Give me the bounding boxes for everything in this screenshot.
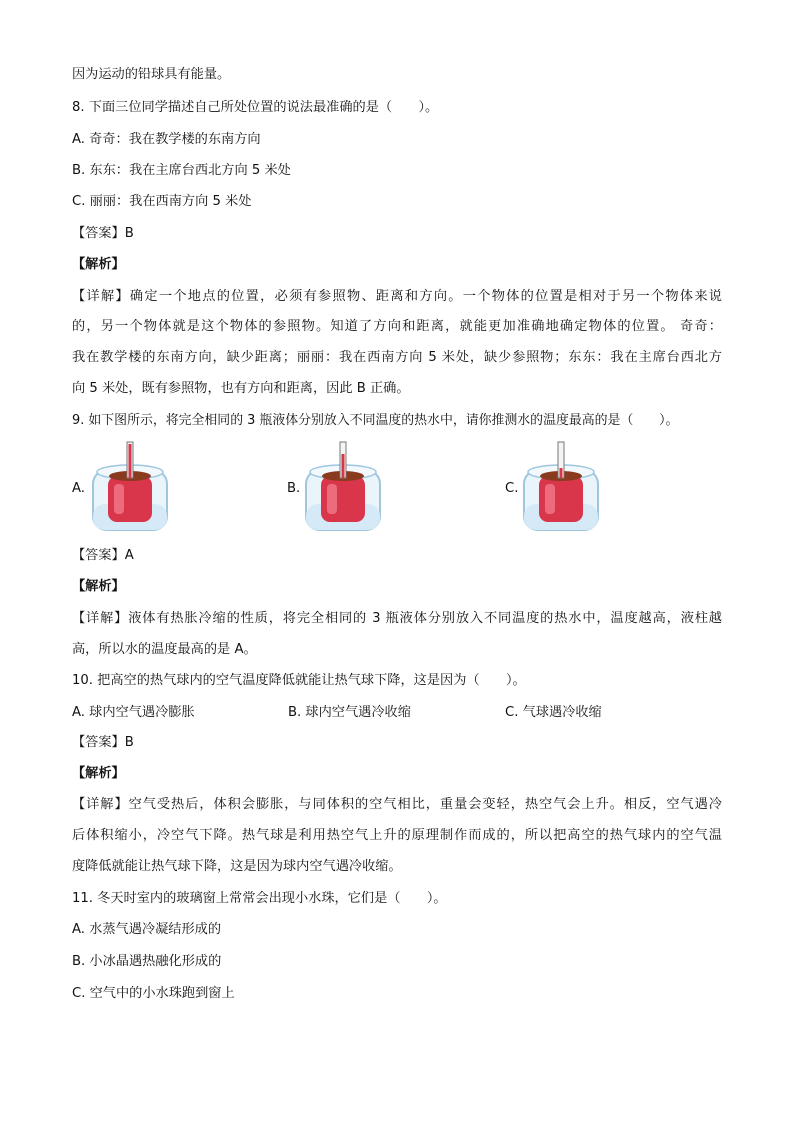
q9-option-b-label: B.: [287, 481, 301, 496]
q11-option-a: A. 水蒸气遇冷凝结形成的: [72, 922, 222, 937]
q9-option-a-label: A.: [72, 481, 85, 496]
q11-option-c: C. 空气中的小水珠跑到窗上: [72, 986, 235, 1001]
q8-analysis-tag: 【解析】: [72, 257, 125, 272]
q9-figure-a: [90, 440, 170, 532]
q8-detail-line-1: 【详解】确定一个地点的位置，必须有参照物、距离和方向。一个物体的位置是相对于另一个物体来说: [72, 289, 722, 304]
q8-detail-line-4: 向 5 米处，既有参照物，也有方向和距离，因此 B 正确。: [72, 381, 410, 396]
q9-figure-b: [303, 440, 383, 532]
q8-answer: 【答案】B: [72, 226, 134, 241]
q9-analysis-tag: 【解析】: [72, 579, 125, 594]
q10-option-b: B. 球内空气遇冷收缩: [288, 705, 411, 720]
continued-line: 因为运动的铅球具有能量。: [72, 67, 231, 82]
q8-stem: 8. 下面三位同学描述自己所处位置的说法最准确的是（ ）。: [72, 100, 439, 115]
q11-option-b: B. 小冰晶遇热融化形成的: [72, 954, 222, 969]
q8-detail-line-2: 的，另一个物体就是这个物体的参照物。知道了方向和距离，就能更加准确地确定物体的位置。 奇奇：: [72, 319, 722, 334]
q9-detail-line-1: 【详解】液体有热胀冷缩的性质，将完全相同的 3 瓶液体分别放入不同温度的热水中，温度越高，液柱越: [72, 611, 722, 626]
q10-analysis-tag: 【解析】: [72, 766, 125, 781]
q10-option-c: C. 气球遇冷收缩: [505, 705, 602, 720]
q10-detail-line-1: 【详解】空气受热后，体积会膨胀，与同体积的空气相比，重量会变轻，热空气会上升。相反，空气遇冷: [72, 797, 722, 812]
q9-stem: 9. 如下图所示，将完全相同的 3 瓶液体分别放入不同温度的热水中，请你推测水的温度最高的是（ ）。: [72, 413, 679, 428]
q9-detail-line-2: 高，所以水的温度最高的是 A。: [72, 642, 257, 657]
q8-detail-line-3: 我在教学楼的东南方向，缺少距离；丽丽：我在西南方向 5 米处，缺少参照物；东东：我在主席台西北方: [72, 350, 722, 365]
q10-stem: 10. 把高空的热气球内的空气温度降低就能让热气球下降，这是因为（ ）。: [72, 673, 526, 688]
q9-option-c-label: C.: [505, 481, 519, 496]
q10-detail-line-3: 度降低就能让热气球下降，这是因为球内空气遇冷收缩。: [72, 859, 402, 874]
q11-stem: 11. 冬天时室内的玻璃窗上常常会出现小水珠，它们是（ ）。: [72, 891, 447, 906]
q8-option-c: C. 丽丽：我在西南方向 5 米处: [72, 194, 252, 209]
q8-option-a: A. 奇奇：我在教学楼的东南方向: [72, 132, 261, 147]
q9-answer: 【答案】A: [72, 548, 134, 563]
q9-figure-c: [521, 440, 601, 532]
q8-option-b: B. 东东：我在主席台西北方向 5 米处: [72, 163, 291, 178]
q10-detail-line-2: 后体积缩小，冷空气下降。热气球是利用热空气上升的原理制作而成的，所以把高空的热气球内的空气温: [72, 828, 722, 843]
q10-answer: 【答案】B: [72, 735, 134, 750]
q10-option-a: A. 球内空气遇冷膨胀: [72, 705, 195, 720]
